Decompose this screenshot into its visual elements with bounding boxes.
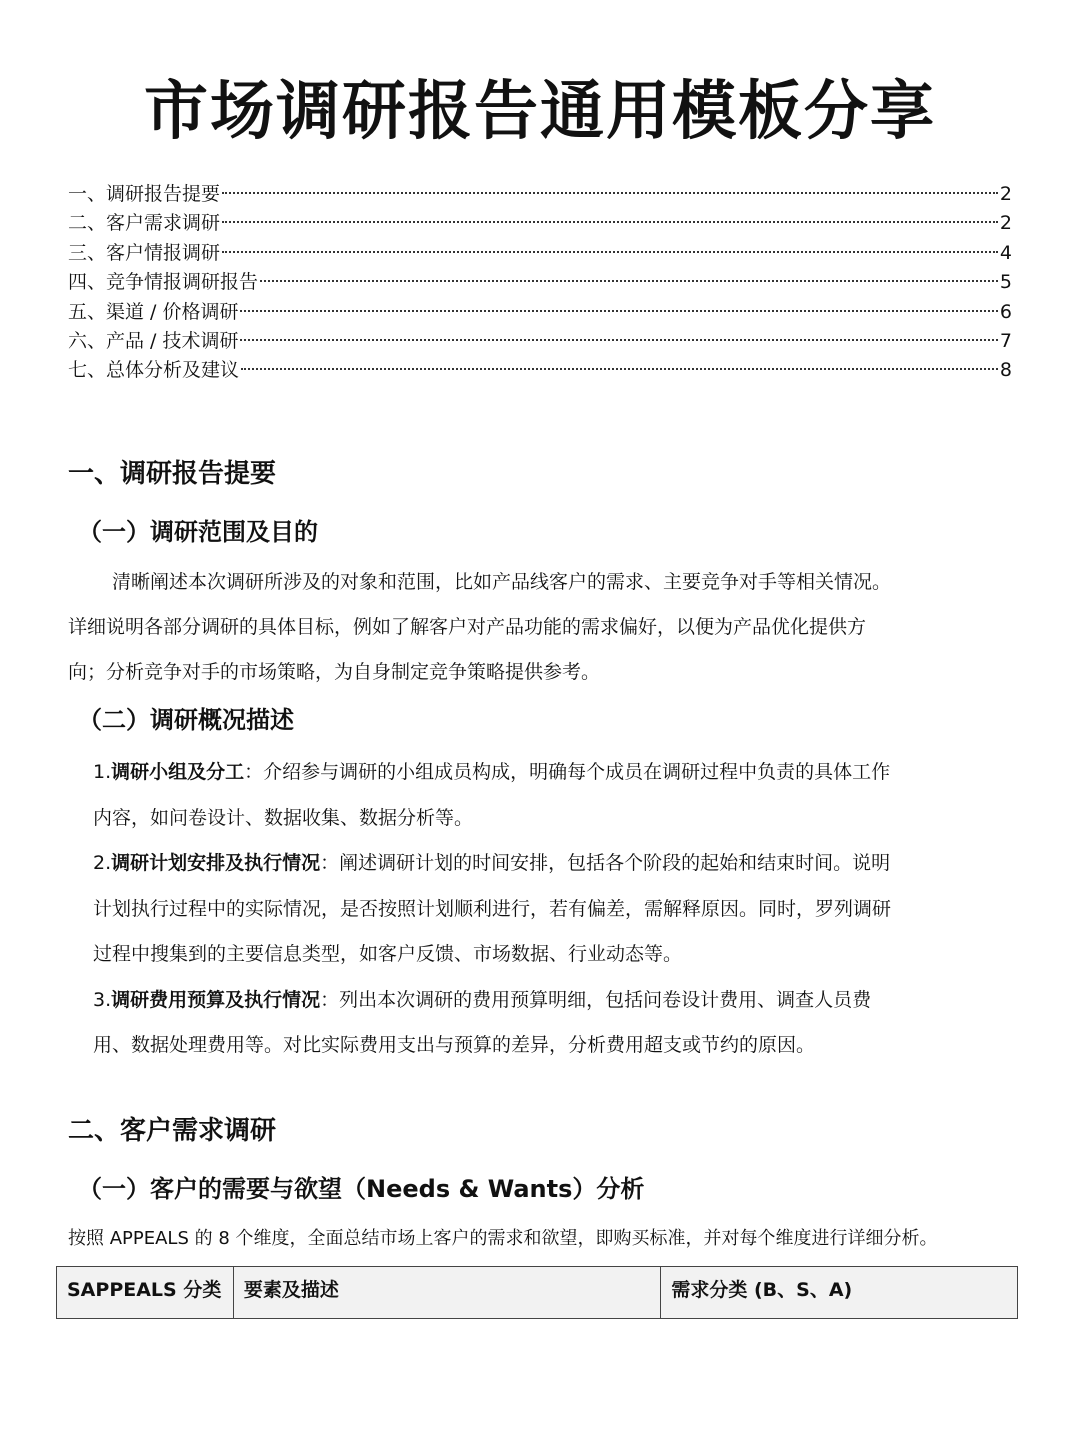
- toc-entry[interactable]: [68, 209, 1012, 238]
- toc-entry-page: 7: [999, 329, 1012, 352]
- subsection-heading: （一）调研范围及目的: [78, 518, 318, 546]
- section-heading: 一、调研报告提要: [68, 459, 277, 489]
- table-header-cell: 要素及描述: [233, 1267, 660, 1319]
- toc-leader-dots: [222, 251, 998, 253]
- paragraph-line: 向；分析竞争对手的市场策略，为自身制定竞争策略提供参考。: [68, 661, 601, 683]
- toc-leader-dots: [240, 310, 997, 312]
- toc-entry-label: 二、客户需求调研: [68, 212, 221, 235]
- toc-entry-page: 5: [999, 271, 1012, 294]
- paragraph-line: 用、数据处理费用等。对比实际费用支出与预算的差异，分析费用超支或节约的原因。: [93, 1034, 816, 1056]
- toc-entry[interactable]: [68, 356, 1012, 385]
- toc-entry-page: 6: [999, 300, 1012, 323]
- table-header-row: [57, 1267, 1018, 1319]
- item-title: 调研计划安排及执行情况: [111, 852, 321, 874]
- toc-leader-dots: [241, 368, 998, 370]
- toc-leader-dots: [260, 280, 998, 282]
- overview-items: [93, 750, 1013, 1069]
- paragraph-line: 计划执行过程中的实际情况，是否按照计划顺利进行，若有偏差，需解释原因。同时，罗列调研: [93, 897, 892, 920]
- list-item: [93, 841, 1013, 887]
- toc-entry[interactable]: [68, 268, 1012, 297]
- item-text: ：介绍参与调研的小组成员构成，明确每个成员在调研过程中负责的具体工作: [244, 761, 891, 783]
- sappeals-table: [56, 1266, 1018, 1319]
- toc-entry[interactable]: [68, 327, 1012, 356]
- list-item: [93, 978, 1013, 1024]
- toc-entry-label: 六、产品 / 技术调研: [68, 329, 239, 352]
- table-header-cell: SAPPEALS 分类: [57, 1267, 234, 1319]
- item-text: ：列出本次调研的费用预算明细，包括问卷设计费用、调查人员费: [320, 988, 872, 1011]
- paragraph-line: 过程中搜集到的主要信息类型，如客户反馈、市场数据、行业动态等。: [93, 943, 683, 965]
- toc-entry[interactable]: [68, 180, 1012, 209]
- scope-paragraph: [68, 560, 1012, 695]
- paragraph-line: 清晰阐述本次调研所涉及的对象和范围，比如产品线客户的需求、主要竞争对手等相关情况。: [112, 571, 892, 593]
- document-title: 市场调研报告通用模板分享: [144, 75, 936, 149]
- toc-entry-label: 三、客户情报调研: [68, 241, 221, 264]
- item-number: 1.: [93, 761, 112, 783]
- toc-entry-label: 五、渠道 / 价格调研: [68, 300, 239, 323]
- section-heading: 二、客户需求调研: [68, 1116, 277, 1146]
- toc-entry-page: 4: [999, 241, 1012, 264]
- toc-entry-label: 一、调研报告提要: [68, 183, 221, 205]
- item-number: 3.: [93, 988, 112, 1011]
- toc-leader-dots: [222, 192, 998, 194]
- toc-entry-page: 2: [999, 183, 1012, 205]
- subsection-heading: （二）调研概况描述: [78, 706, 294, 734]
- toc-leader-dots: [222, 221, 998, 223]
- item-title: 调研费用预算及执行情况: [111, 988, 321, 1011]
- toc-leader-dots: [240, 339, 997, 341]
- table-of-contents: [68, 180, 1012, 386]
- toc-entry-page: 2: [999, 212, 1012, 235]
- item-number: 2.: [93, 852, 112, 874]
- item-title: 调研小组及分工: [111, 761, 245, 783]
- paragraph-line: 详细说明各部分调研的具体目标，例如了解客户对产品功能的需求偏好，以便为产品优化提供方: [68, 616, 867, 638]
- intro-paragraph: 按照 APPEALS 的 8 个维度，全面总结市场上客户的需求和欲望，即购买标准，并对每个维度进行详细分析。: [68, 1228, 938, 1249]
- paragraph-line: 内容，如问卷设计、数据收集、数据分析等。: [93, 806, 474, 829]
- toc-entry[interactable]: [68, 239, 1012, 268]
- toc-entry[interactable]: [68, 298, 1012, 327]
- toc-entry-page: 8: [999, 359, 1012, 382]
- table-header-cell: 需求分类 (B、S、A): [661, 1267, 1018, 1319]
- item-text: ：阐述调研计划的时间安排，包括各个阶段的起始和结束时间。说明: [320, 852, 891, 874]
- list-item: [93, 750, 1013, 796]
- toc-entry-label: 七、总体分析及建议: [68, 359, 240, 382]
- toc-entry-label: 四、竞争情报调研报告: [68, 271, 259, 294]
- subsection-heading: （一）客户的需要与欲望（Needs & Wants）分析: [78, 1175, 645, 1203]
